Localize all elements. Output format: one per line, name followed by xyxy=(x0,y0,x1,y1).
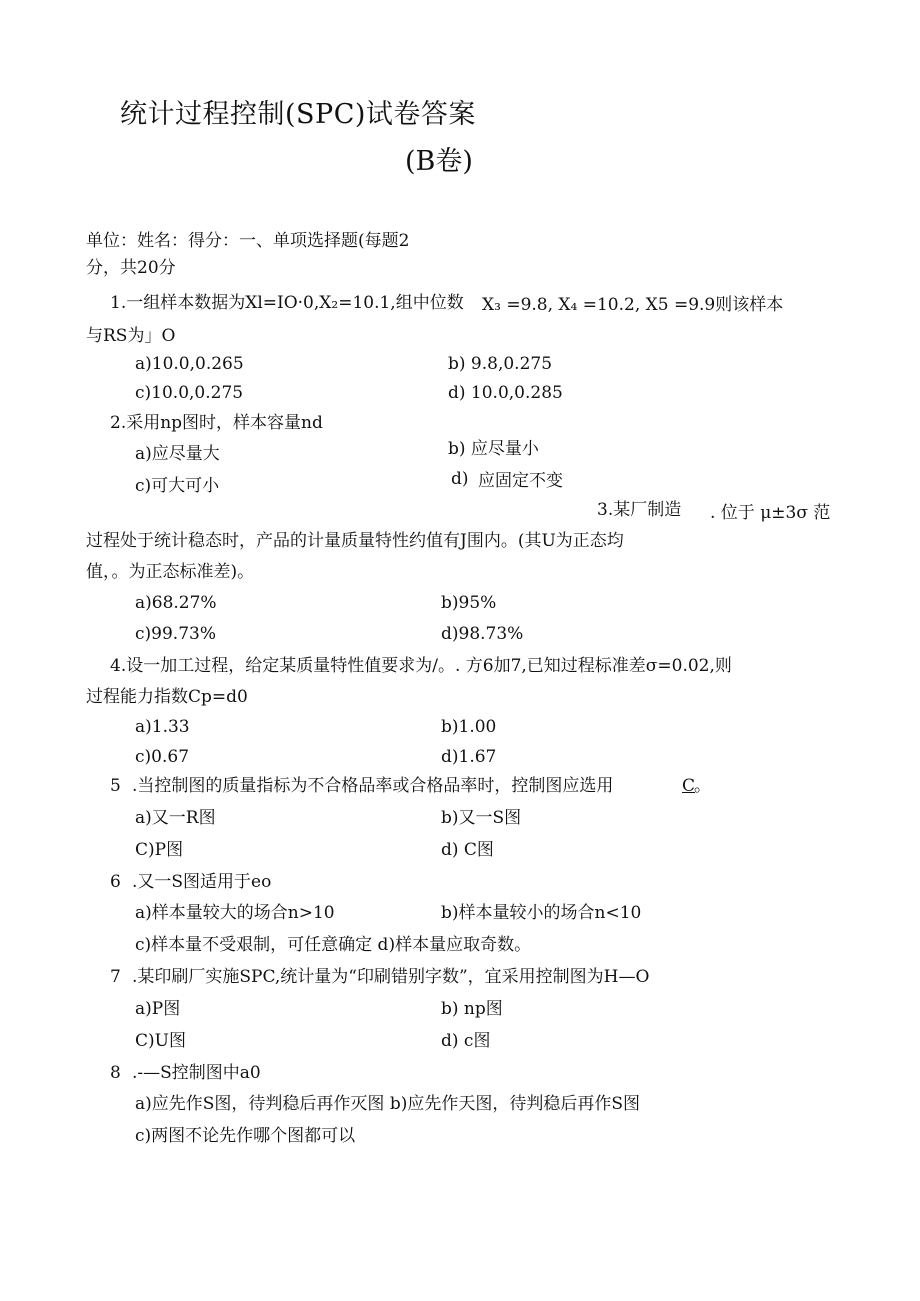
q6-option-cd: c)样本量不受艰制，可任意确定 d)样本量应取奇数。 xyxy=(135,935,532,955)
q1-option-b: b) 9.8,0.275 xyxy=(448,354,553,374)
q3-option-a: a)68.27% xyxy=(135,593,217,613)
q8-option-c: c)两图不论先作哪个图都可以 xyxy=(135,1126,356,1146)
q4-option-a: a)1.33 xyxy=(135,717,190,737)
q2-option-c: c)可大可小 xyxy=(135,476,220,496)
header-info-line-2: 分，共20分 xyxy=(86,258,176,278)
q8-number: 8 xyxy=(110,1063,121,1083)
q2-option-b: b) 应尽量小 xyxy=(448,439,539,459)
q5-number: 5 xyxy=(110,776,121,796)
q4-option-d: d)1.67 xyxy=(441,747,497,767)
q5-option-c: C)P图 xyxy=(135,840,184,860)
q6-stem: .又一S图适用于eo xyxy=(132,872,272,892)
q7-option-d: d) c图 xyxy=(441,1031,491,1051)
q3-stem-part-b: . 位于 μ±3σ 范 xyxy=(710,503,831,523)
q6-number: 6 xyxy=(110,872,121,892)
q5-option-b: b)又一S图 xyxy=(441,808,522,828)
q3-stem-part-c: 过程处于统计稳态时，产品的计量质量特性约值有J围内。(其U为正态均 xyxy=(86,531,624,551)
q5-option-a: a)又一R图 xyxy=(135,808,216,828)
q3-option-b: b)95% xyxy=(441,593,497,613)
q1-stem-part-a: 1.一组样本数据为Xl=IO·0,X₂=10.1,组中位数 xyxy=(110,293,464,313)
q3-option-c: c)99.73% xyxy=(135,624,216,644)
q1-stem-part-b: X₃ =9.8, X₄ =10.2, X5 =9.9则该样本 xyxy=(482,295,784,315)
q8-stem: .-—S控制图中a0 xyxy=(132,1063,261,1083)
q5-stem-end: 。 xyxy=(694,776,711,796)
page-subtitle: (B卷) xyxy=(405,146,473,177)
q4-option-b: b)1.00 xyxy=(441,717,497,737)
q2-stem: 2.采用np图时，样本容量nd xyxy=(110,413,323,433)
q4-option-c: c)0.67 xyxy=(135,747,190,767)
header-info-line: 单位：姓名：得分：一、单项选择题(每题2 xyxy=(86,231,410,251)
q2-option-d: 应固定不变 xyxy=(478,471,563,491)
q6-option-a: a)样本量较大的场合n>10 xyxy=(135,903,335,923)
q6-option-b: b)样本量较小的场合n<10 xyxy=(441,903,642,923)
q1-option-d: d) 10.0,0.285 xyxy=(448,383,563,403)
q5-answer: C xyxy=(682,776,696,796)
q8-option-ab: a)应先作S图，待判稳后再作灭图 b)应先作天图，待判稳后再作S图 xyxy=(135,1094,640,1114)
q1-option-a: a)10.0,0.265 xyxy=(135,354,244,374)
q2-option-d-letter: d) xyxy=(451,469,469,489)
q1-option-c: c)10.0,0.275 xyxy=(135,383,244,403)
q7-stem: .某印刷厂实施SPC,统计量为“印刷错别字数”，宜采用控制图为H—O xyxy=(132,967,650,987)
q5-stem: .当控制图的质量指标为不合格品率或合格品率时，控制图应选用 xyxy=(132,776,614,796)
q3-stem-part-a: 3.某厂制造 xyxy=(597,500,682,520)
q7-option-a: a)P图 xyxy=(135,999,181,1019)
q2-option-a: a)应尽量大 xyxy=(135,444,220,464)
q7-option-b: b) np图 xyxy=(441,999,503,1019)
q3-stem-part-d: 值，。为正态标准差)。 xyxy=(86,562,255,582)
q7-option-c: C)U图 xyxy=(135,1031,186,1051)
q5-option-d: d) C图 xyxy=(441,840,494,860)
q3-option-d: d)98.73% xyxy=(441,624,524,644)
page-title: 统计过程控制(SPC)试卷答案 xyxy=(120,99,476,130)
q4-stem-part-b: 过程能力指数Cp=d0 xyxy=(86,687,248,707)
q4-stem-part-a: 4.设一加工过程，给定某质量特性值要求为/。. 方6加7,已知过程标准差σ=0.02,则 xyxy=(110,656,732,676)
q1-stem-part-c: 与RS为」O xyxy=(86,326,176,346)
q7-number: 7 xyxy=(110,967,121,987)
